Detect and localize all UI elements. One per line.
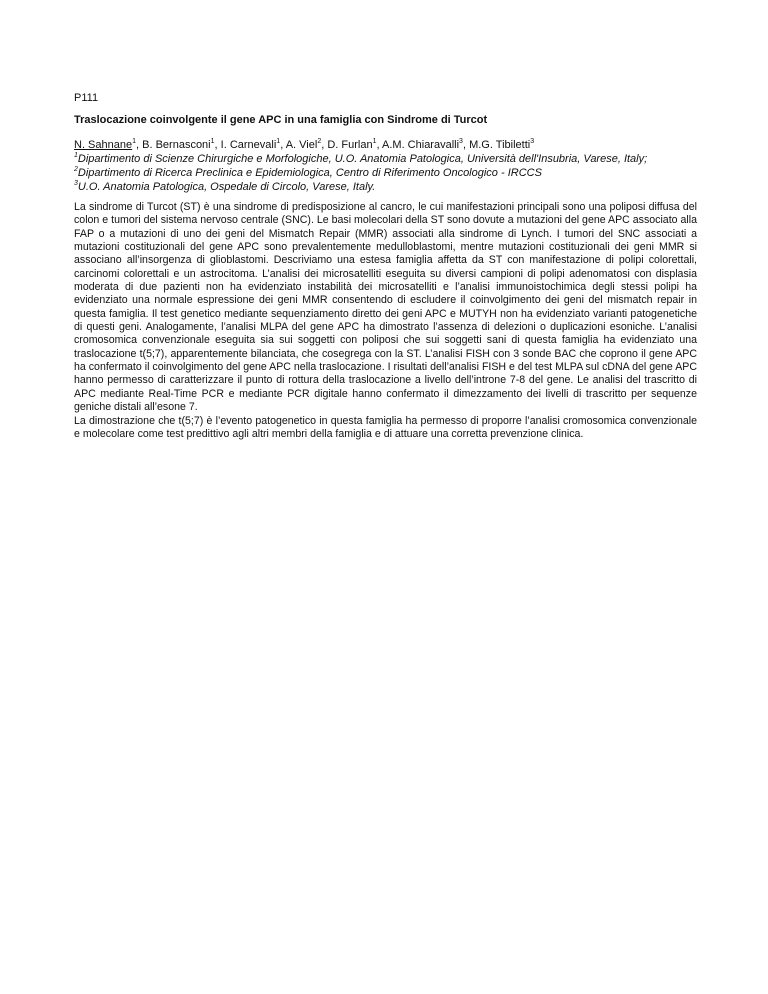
author-name: B. Bernasconi	[142, 139, 211, 151]
author-name: I. Carnevali	[220, 139, 277, 151]
affiliation-line	[74, 166, 697, 180]
author-affiliation-mark: 1	[372, 138, 377, 145]
author-separator: ,	[214, 139, 221, 151]
author-affiliation-mark: 1	[276, 138, 281, 145]
abstract-paragraph: La dimostrazione che t(5;7) è l’evento patogenetico in questa famiglia ha permesso di proporre l’analisi cromosomica convenzionale e molecolare come test predittivo agli altri membri della famiglia e di attuare una corretta prevenzione clinica.	[74, 414, 697, 440]
abstract-code: P111	[74, 92, 99, 104]
author-name: A. Viel	[285, 139, 318, 151]
affiliation-mark: 2	[74, 166, 78, 173]
affiliation-text: U.O. Anatomia Patologica, Ospedale di Circolo, Varese, Italy.	[77, 181, 376, 193]
affiliation-text: Dipartimento di Ricerca Preclinica e Epidemiologica, Centro di Riferimento Oncologico - IRCCS	[77, 167, 542, 179]
author-name: A.M. Chiaravalli	[382, 139, 460, 151]
author-affiliation-mark: 2	[317, 138, 322, 145]
abstract-page	[74, 92, 697, 441]
author-separator: ,	[376, 139, 383, 151]
author-name: D. Furlan	[327, 139, 373, 151]
author-separator: ,	[136, 139, 143, 151]
author-separator: ,	[280, 139, 286, 151]
author-separator: ,	[462, 139, 470, 151]
affiliation-mark: 3	[74, 180, 78, 187]
author-name: M.G. Tibiletti	[469, 139, 531, 151]
author-affiliation-mark: 1	[210, 138, 215, 145]
author-separator: ,	[321, 139, 328, 151]
author-affiliation-mark: 1	[132, 138, 137, 145]
affiliation-text: Dipartimento di Scienze Chirurgiche e Morfologiche, U.O. Anatomia Patologica, Università dell'Insubria, Varese, Italy;	[77, 153, 648, 165]
author-name: N. Sahnane	[74, 139, 133, 151]
author-affiliation-mark: 3	[459, 138, 463, 145]
abstract-title: Traslocazione coinvolgente il gene APC in una famiglia con Sindrome di Turcot	[74, 114, 488, 126]
author-affiliation-mark: 3	[530, 138, 535, 145]
affiliation-line	[74, 152, 697, 166]
abstract-paragraph: La sindrome di Turcot (ST) è una sindrome di predisposizione al cancro, le cui manifestazioni principali sono una poliposi diffusa del colon e tumori del sistema nervoso centrale (SNC). Le basi molecolari della ST sono dovute a mutazioni del gene APC associato alla FAP o a mutazioni di uno dei geni del Mismatch Repair (MMR) associati alla sindrome di Lynch. I tumori del SNC associati a mutazioni costituzionali del gene APC sono prevalentemente medulloblastomi, mentre mutazioni costituzionali dei geni MMR si associano all’insorgenza di glioblastomi. Descriviamo una estesa famiglia affetta da ST con manifestazione di polipi colorettali, carcinomi colorettali e un astrocitoma. L’analisi dei microsatelliti eseguita su diversi campioni di polipi adenomatosi con displasia moderata di due pazienti non ha evidenziato instabilità dei microsatelliti e l’analisi immunoistochimica degli stessi polipi ha evidenziato una normale espressione dei geni MMR consentendo di escludere il coinvolgimento dei geni del mismatch repair in questa famiglia. Il test genetico mediante sequenziamento diretto dei geni APC e MUTYH non ha evidenziato varianti patogenetiche di questi geni. Analogamente, l’analisi MLPA del gene APC ha dimostrato l’assenza di delezioni o duplicazioni esoniche. L’analisi cromosomica convenzionale eseguita sia sui soggetti con poliposi che sui soggetti sani di questa famiglia ha evidenziato una traslocazione t(5;7), apparentemente bilanciata, che cosegrega con la ST. L’analisi FISH con 3 sonde BAC che coprono il gene APC ha confermato il coinvolgimento del gene APC nella traslocazione. I risultati dell’analisi FISH e del test MLPA sul cDNA del gene APC hanno permesso di caratterizzare il punto di rottura della traslocazione a livello dell’introne 7-8 del gene. Le analisi del trascritto di APC mediante Real-Time PCR e mediante PCR digitale hanno confermato il dimezzamento dei livelli di trascritto per sequenze geniche distali all’esone 7.	[74, 201, 697, 414]
abstract-body	[74, 201, 697, 441]
author-list	[74, 138, 697, 152]
affiliation-line	[74, 180, 697, 194]
affiliation-mark: 1	[74, 152, 78, 159]
